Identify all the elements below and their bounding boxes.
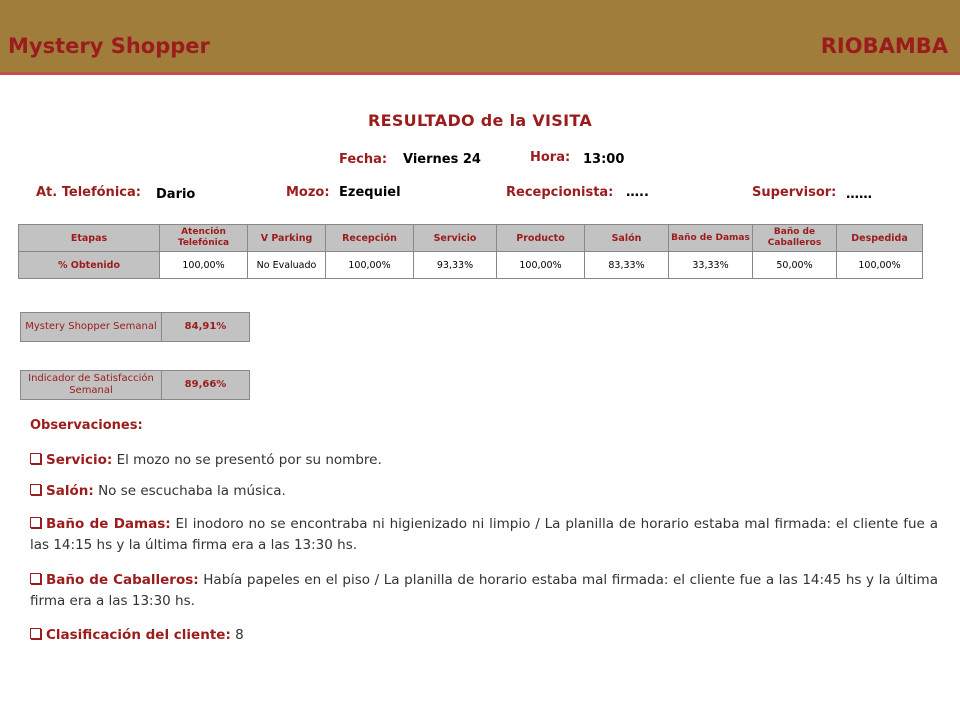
page-title: RESULTADO de la VISITA [367, 111, 592, 130]
observation-text: No se escuchaba la música. [98, 483, 286, 499]
observation-text: El inodoro no se encontraba ni higienizado ni limpio / La planilla de horario estaba mal firmada: el cliente fue a las 14:15 hs y la última firma era a las 13:30 hs. [30, 516, 938, 553]
checkbox-bullet-icon [30, 628, 41, 639]
observation-label: Baño de Damas [46, 516, 166, 532]
kpi-value: 84,91% [162, 313, 250, 342]
results-value-row [19, 252, 923, 279]
observation-item: Baño de Caballeros: Había papeles en el piso / La planilla de horario estaba mal firmada: el cliente fue a las 14:45 hs y la última firma era a las 13:30 hs. [30, 572, 938, 609]
header-cell: Salón [585, 225, 669, 252]
header-title: Mystery Shopper [8, 34, 210, 58]
observation-label: Salón [46, 483, 89, 499]
header-cell: Recepción [326, 225, 414, 252]
value-cell: 33,33% [669, 252, 753, 279]
observation-item: Baño de Damas: El inodoro no se encontraba ni higienizado ni limpio / La planilla de horario estaba mal firmada: el cliente fue a las 14:15 hs y la última firma era a las 13:30 hs. [30, 516, 938, 553]
observation-item: Clasificación del cliente: 8 [30, 625, 938, 646]
row-label: % Obtenido [19, 252, 160, 279]
header-cell: Producto [497, 225, 585, 252]
value-cell: 100,00% [160, 252, 248, 279]
value-cell: 50,00% [753, 252, 837, 279]
header-cell: Despedida [837, 225, 923, 252]
recepcionista-value: ….. [626, 185, 649, 200]
recepcionista-label: Recepcionista: [506, 185, 614, 200]
observation-item: Salón: No se escuchaba la música. [30, 481, 938, 502]
hora-label: Hora: [530, 150, 571, 165]
observation-item: Servicio: El mozo no se presentó por su nombre. [30, 450, 938, 471]
telefonica-value: Dario [156, 187, 196, 202]
results-table [18, 224, 923, 279]
results-header-row [19, 225, 923, 252]
checkbox-bullet-icon [30, 573, 41, 584]
mozo-label: Mozo: [286, 185, 330, 200]
header-cell: Baño de Caballeros [753, 225, 837, 252]
observation-label: Baño de Caballeros [46, 572, 194, 588]
observations-title: Observaciones: [30, 418, 143, 433]
header-cell: V Parking [248, 225, 326, 252]
observation-text: Había papeles en el piso / La planilla de horario estaba mal firmada: el cliente fue a las 14:45 hs y la última firma era a las 13:30 hs. [30, 572, 938, 609]
observation-label: Servicio [46, 452, 107, 468]
header-divider [0, 72, 960, 75]
checkbox-bullet-icon [30, 484, 41, 495]
hora-value: 13:00 [583, 152, 625, 167]
supervisor-label: Supervisor: [752, 185, 837, 200]
telefonica-label: At. Telefónica: [36, 185, 141, 200]
header-cell: Etapas [19, 225, 160, 252]
mozo-value: Ezequiel [339, 185, 401, 200]
kpi-label: Indicador de Satisfacción Semanal [21, 371, 162, 400]
header-cell: Baño de Damas [669, 225, 753, 252]
fecha-value: Viernes 24 [403, 152, 481, 167]
value-cell: 100,00% [837, 252, 923, 279]
checkbox-bullet-icon [30, 453, 41, 464]
kpi-mystery-shopper [20, 312, 250, 342]
kpi-label: Mystery Shopper Semanal [21, 313, 162, 342]
supervisor-value: …… [846, 187, 872, 202]
header-city: RIOBAMBA [820, 34, 948, 58]
value-cell: No Evaluado [248, 252, 326, 279]
header-cell: Atención Telefónica [160, 225, 248, 252]
value-cell: 83,33% [585, 252, 669, 279]
observation-text: El mozo no se presentó por su nombre. [116, 452, 382, 468]
observation-label: Clasificación del cliente [46, 627, 226, 643]
checkbox-bullet-icon [30, 517, 41, 528]
fecha-label: Fecha: [339, 152, 388, 167]
kpi-value: 89,66% [162, 371, 250, 400]
kpi-satisfaction [20, 370, 250, 400]
observation-text: 8 [235, 627, 244, 643]
header-cell: Servicio [414, 225, 497, 252]
value-cell: 100,00% [326, 252, 414, 279]
value-cell: 100,00% [497, 252, 585, 279]
value-cell: 93,33% [414, 252, 497, 279]
